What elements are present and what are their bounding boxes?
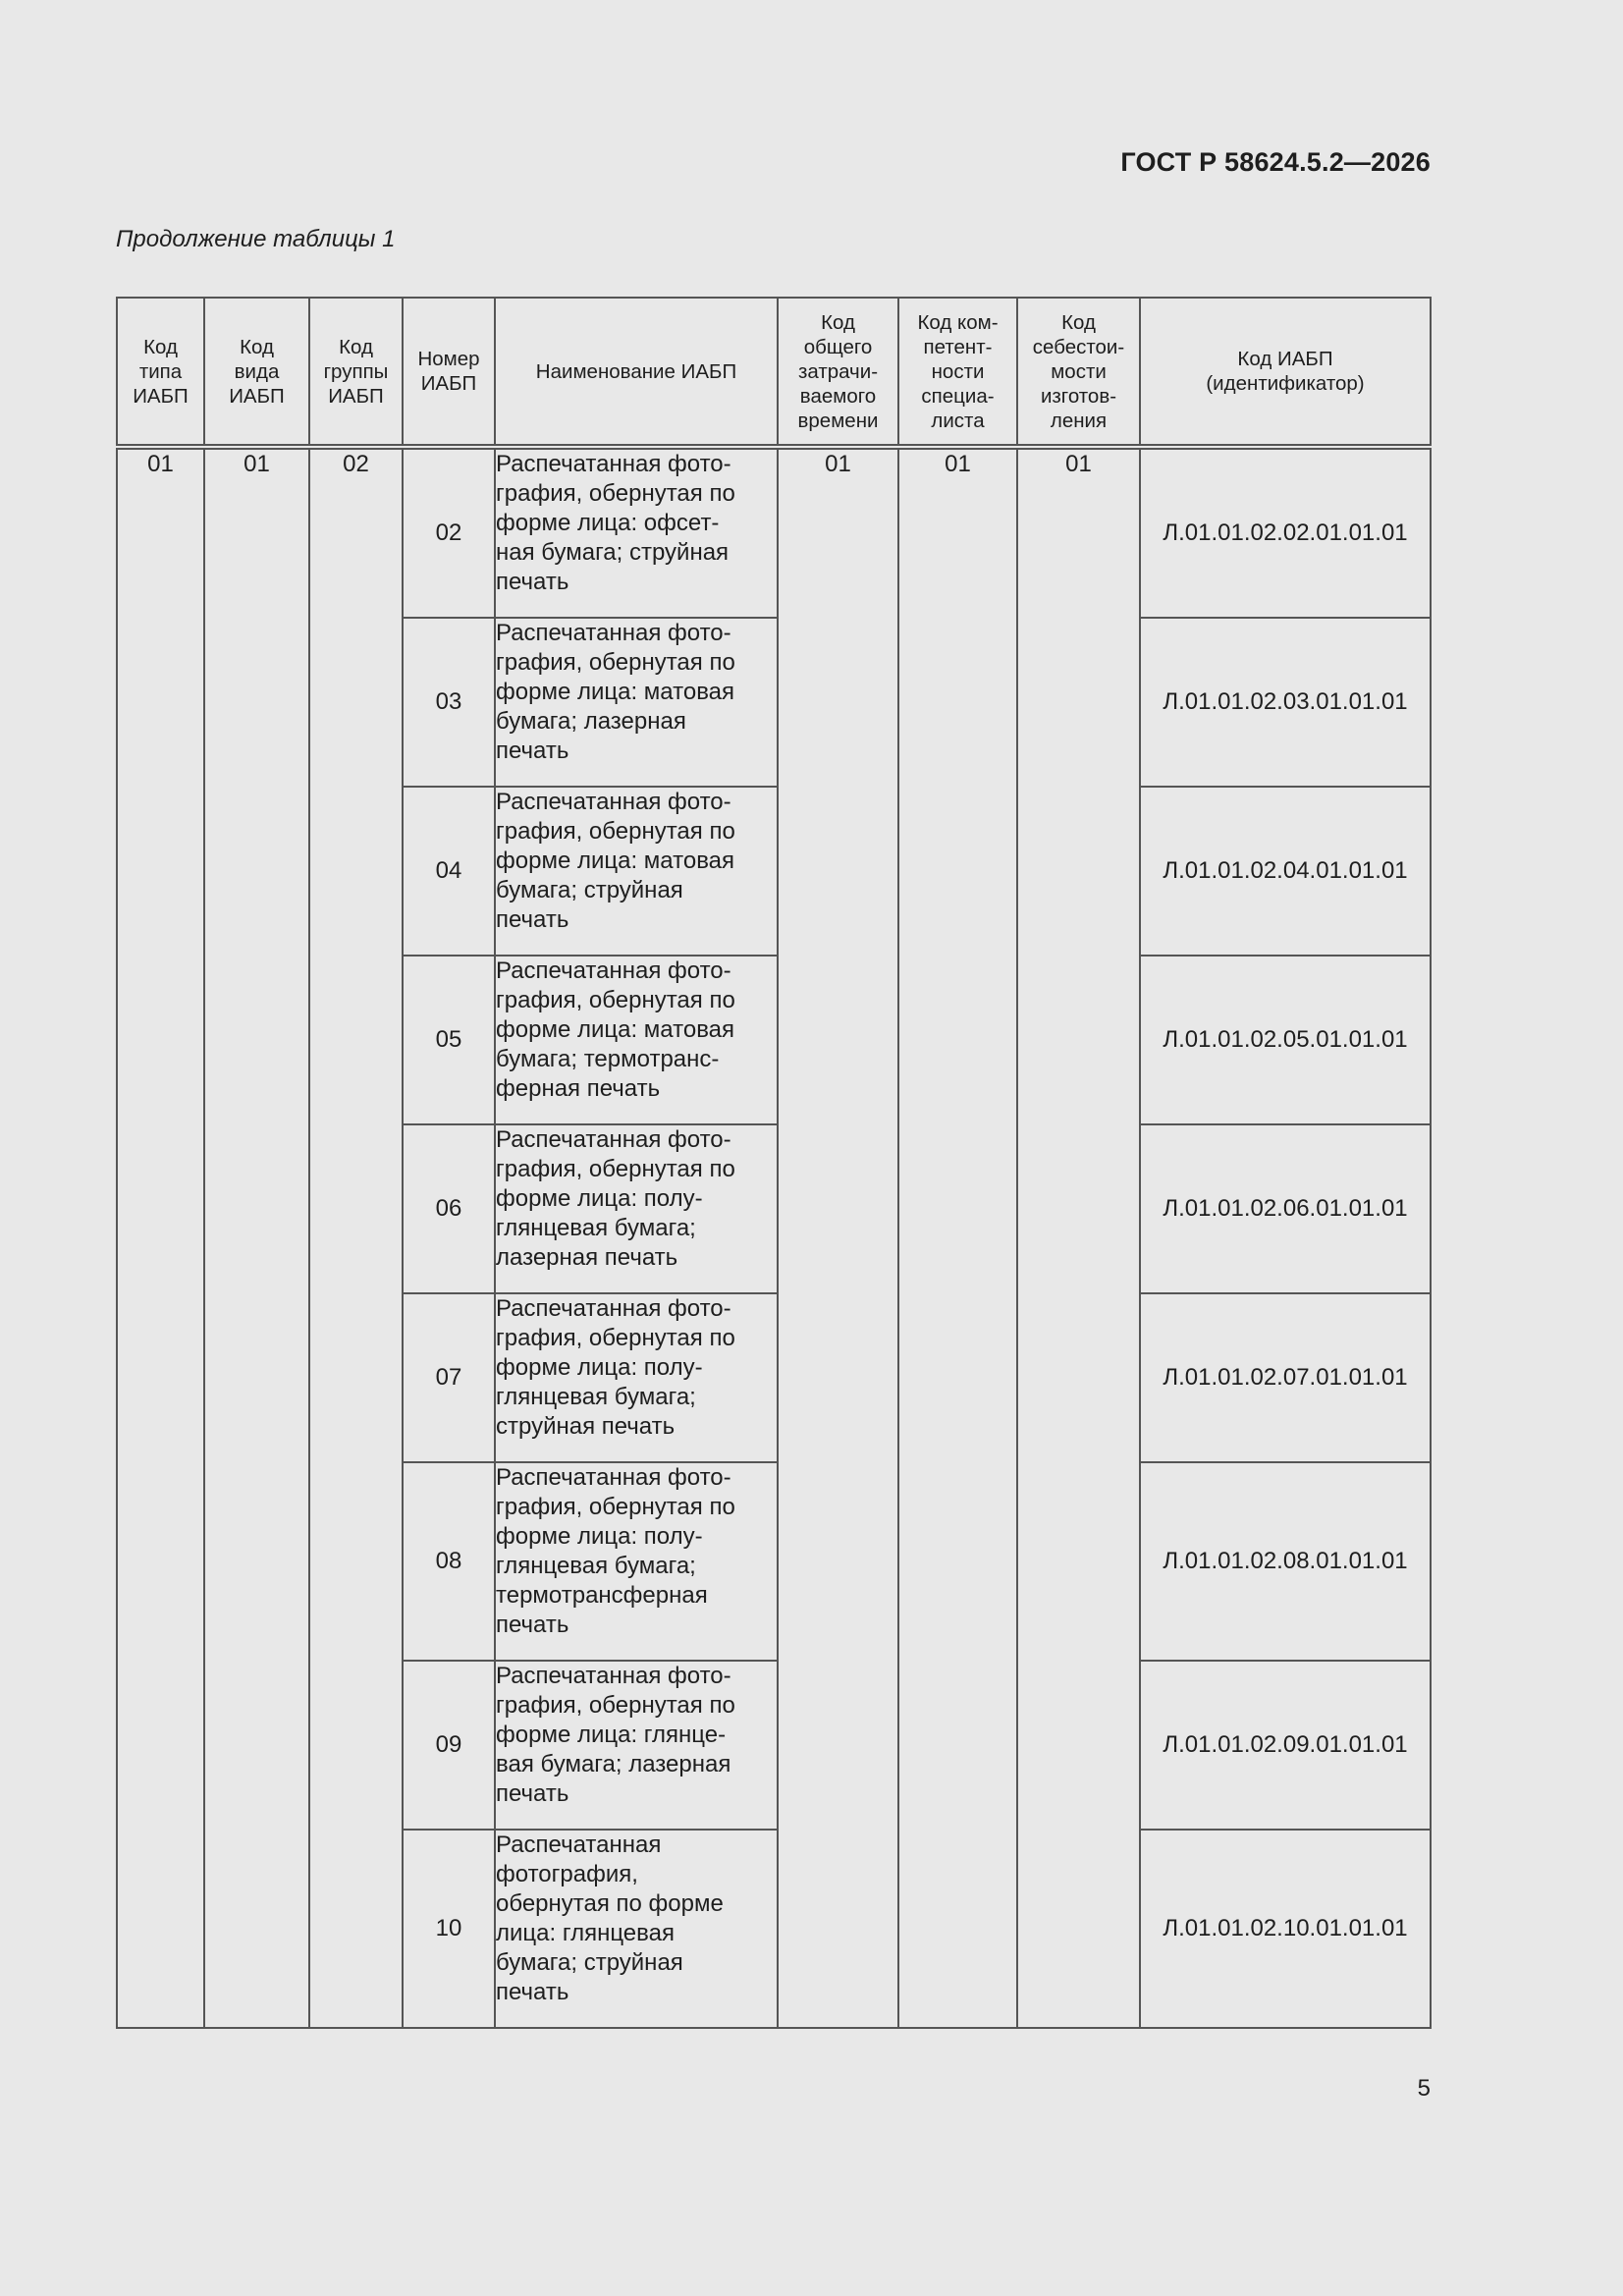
header-line: ИАБП — [420, 372, 477, 395]
header-line: (идентификатор) — [1206, 372, 1365, 395]
identifier-cell: Л.01.01.02.05.01.01.01 — [1140, 956, 1431, 1124]
header-line: Код — [240, 335, 274, 358]
name-line: форме лица: глянце- — [496, 1722, 727, 1748]
name-line: Распечатанная фото- — [496, 1464, 731, 1491]
name-line: Распечатанная фото- — [496, 451, 731, 477]
identifier-cell: Л.01.01.02.03.01.01.01 — [1140, 618, 1431, 787]
table-header-row — [117, 298, 1431, 447]
header-name — [495, 298, 778, 447]
name-line: форме лица: матовая — [496, 679, 735, 705]
number-cell: 02 — [403, 447, 495, 618]
name-line: форме лица: полу- — [496, 1523, 703, 1550]
name-line: вая бумага; лазерная — [496, 1751, 731, 1777]
identifier-cell: Л.01.01.02.09.01.01.01 — [1140, 1661, 1431, 1830]
name-line: графия, обернутая по — [496, 1156, 735, 1182]
name-line: печать — [496, 906, 569, 933]
name-line: ферная печать — [496, 1075, 661, 1102]
name-cell — [495, 1293, 778, 1462]
name-line: форме лица: офсет- — [496, 510, 720, 536]
name-line: графия, обернутая по — [496, 1325, 735, 1351]
name-cell — [495, 1462, 778, 1661]
name-line: Распечатанная фото- — [496, 957, 731, 984]
name-cell — [495, 1124, 778, 1293]
name-line: Распечатанная фото- — [496, 1663, 731, 1689]
table-body — [117, 447, 1431, 2028]
header-line: ления — [1050, 409, 1108, 432]
name-line: форме лица: матовая — [496, 847, 735, 874]
number-cell: 08 — [403, 1462, 495, 1661]
name-line: печать — [496, 1979, 569, 2005]
header-line: группы — [323, 359, 389, 383]
name-cell — [495, 1830, 778, 2028]
name-line: Распечатанная фото- — [496, 620, 731, 646]
header-line: Код — [821, 310, 855, 334]
document-id: ГОСТ Р 58624.5.2—2026 — [1120, 147, 1431, 177]
name-line: струйная печать — [496, 1413, 676, 1440]
header-line: времени — [797, 409, 879, 432]
header-line: Код ком- — [917, 310, 999, 334]
header-line: ИАБП — [229, 384, 285, 408]
number-cell: 05 — [403, 956, 495, 1124]
name-line: печать — [496, 569, 569, 595]
name-line: глянцевая бумага; — [496, 1553, 696, 1579]
number-cell: 09 — [403, 1661, 495, 1830]
name-line: лица: глянцевая — [496, 1920, 675, 1946]
name-line: ная бумага; струйная — [496, 539, 730, 566]
name-cell — [495, 787, 778, 956]
header-line: петент- — [923, 335, 993, 358]
header-kind-code — [204, 298, 309, 447]
table-row — [117, 447, 1431, 618]
name-line: графия, обернутая по — [496, 818, 735, 845]
number-cell: 03 — [403, 618, 495, 787]
classifier-table — [116, 297, 1432, 2029]
header-line: изготов- — [1040, 384, 1117, 408]
table-caption: Продолжение таблицы 1 — [116, 226, 396, 252]
type-code-cell: 01 — [117, 447, 204, 2028]
header-line: общего — [803, 335, 873, 358]
header-line: листа — [931, 409, 985, 432]
name-line: бумага; струйная — [496, 1949, 683, 1976]
competence-code-cell: 01 — [898, 447, 1017, 2028]
name-line: фотография, — [496, 1861, 638, 1887]
name-line: глянцевая бумага; — [496, 1384, 696, 1410]
identifier-cell: Л.01.01.02.07.01.01.01 — [1140, 1293, 1431, 1462]
header-line: специа- — [921, 384, 995, 408]
name-line: Распечатанная — [496, 1831, 662, 1858]
name-line: бумага; термотранс- — [496, 1046, 720, 1072]
name-line: форме лица: полу- — [496, 1354, 703, 1381]
header-competence-code — [898, 298, 1017, 447]
name-line: печать — [496, 1612, 569, 1638]
name-line: форме лица: матовая — [496, 1016, 735, 1043]
cost-code-cell: 01 — [1017, 447, 1140, 2028]
name-line: глянцевая бумага; — [496, 1215, 696, 1241]
time-code-cell: 01 — [778, 447, 898, 2028]
identifier-cell: Л.01.01.02.10.01.01.01 — [1140, 1830, 1431, 2028]
name-line: графия, обернутая по — [496, 480, 735, 507]
name-line: графия, обернутая по — [496, 1692, 735, 1719]
header-type-code — [117, 298, 204, 447]
name-line: печать — [496, 1780, 569, 1807]
header-time-code — [778, 298, 898, 447]
header-line: Наименование ИАБП — [535, 359, 737, 383]
header-cost-code — [1017, 298, 1140, 447]
number-cell: 10 — [403, 1830, 495, 2028]
identifier-cell: Л.01.01.02.06.01.01.01 — [1140, 1124, 1431, 1293]
name-line: графия, обернутая по — [496, 649, 735, 676]
group-code-cell: 02 — [309, 447, 403, 2028]
name-line: форме лица: полу- — [496, 1185, 703, 1212]
name-line: графия, обернутая по — [496, 1494, 735, 1520]
name-line: Распечатанная фото- — [496, 1126, 731, 1153]
header-line: ваемого — [799, 384, 877, 408]
identifier-cell: Л.01.01.02.02.01.01.01 — [1140, 447, 1431, 618]
number-cell: 07 — [403, 1293, 495, 1462]
header-line: Код — [143, 335, 178, 358]
number-cell: 04 — [403, 787, 495, 956]
name-line: графия, обернутая по — [496, 987, 735, 1013]
name-line: бумага; струйная — [496, 877, 683, 903]
header-line: вида — [234, 359, 280, 383]
name-line: обернутая по форме — [496, 1890, 724, 1917]
header-line: Код — [339, 335, 373, 358]
name-cell — [495, 618, 778, 787]
name-line: бумага; лазерная — [496, 708, 686, 735]
name-line: печать — [496, 738, 569, 764]
identifier-cell: Л.01.01.02.08.01.01.01 — [1140, 1462, 1431, 1661]
header-number — [403, 298, 495, 447]
name-cell — [495, 447, 778, 618]
kind-code-cell: 01 — [204, 447, 309, 2028]
name-cell — [495, 1661, 778, 1830]
name-line: Распечатанная фото- — [496, 1295, 731, 1322]
name-line: лазерная печать — [496, 1244, 678, 1271]
header-line: Код ИАБП — [1237, 348, 1333, 370]
header-line: типа — [138, 359, 183, 383]
header-line: ИАБП — [133, 384, 189, 408]
name-cell — [495, 956, 778, 1124]
name-line: Распечатанная фото- — [496, 789, 731, 815]
number-cell: 06 — [403, 1124, 495, 1293]
header-line: себестои- — [1032, 335, 1125, 358]
header-group-code — [309, 298, 403, 447]
header-line: Код — [1061, 310, 1096, 334]
header-line: затрачи- — [797, 359, 879, 383]
header-line: ИАБП — [328, 384, 384, 408]
header-line: мости — [1051, 359, 1107, 383]
page-number: 5 — [1417, 2075, 1431, 2102]
name-line: термотрансферная — [496, 1582, 708, 1609]
header-line: ности — [931, 359, 985, 383]
header-identifier — [1140, 298, 1431, 447]
identifier-cell: Л.01.01.02.04.01.01.01 — [1140, 787, 1431, 956]
header-line: Номер — [417, 348, 480, 370]
